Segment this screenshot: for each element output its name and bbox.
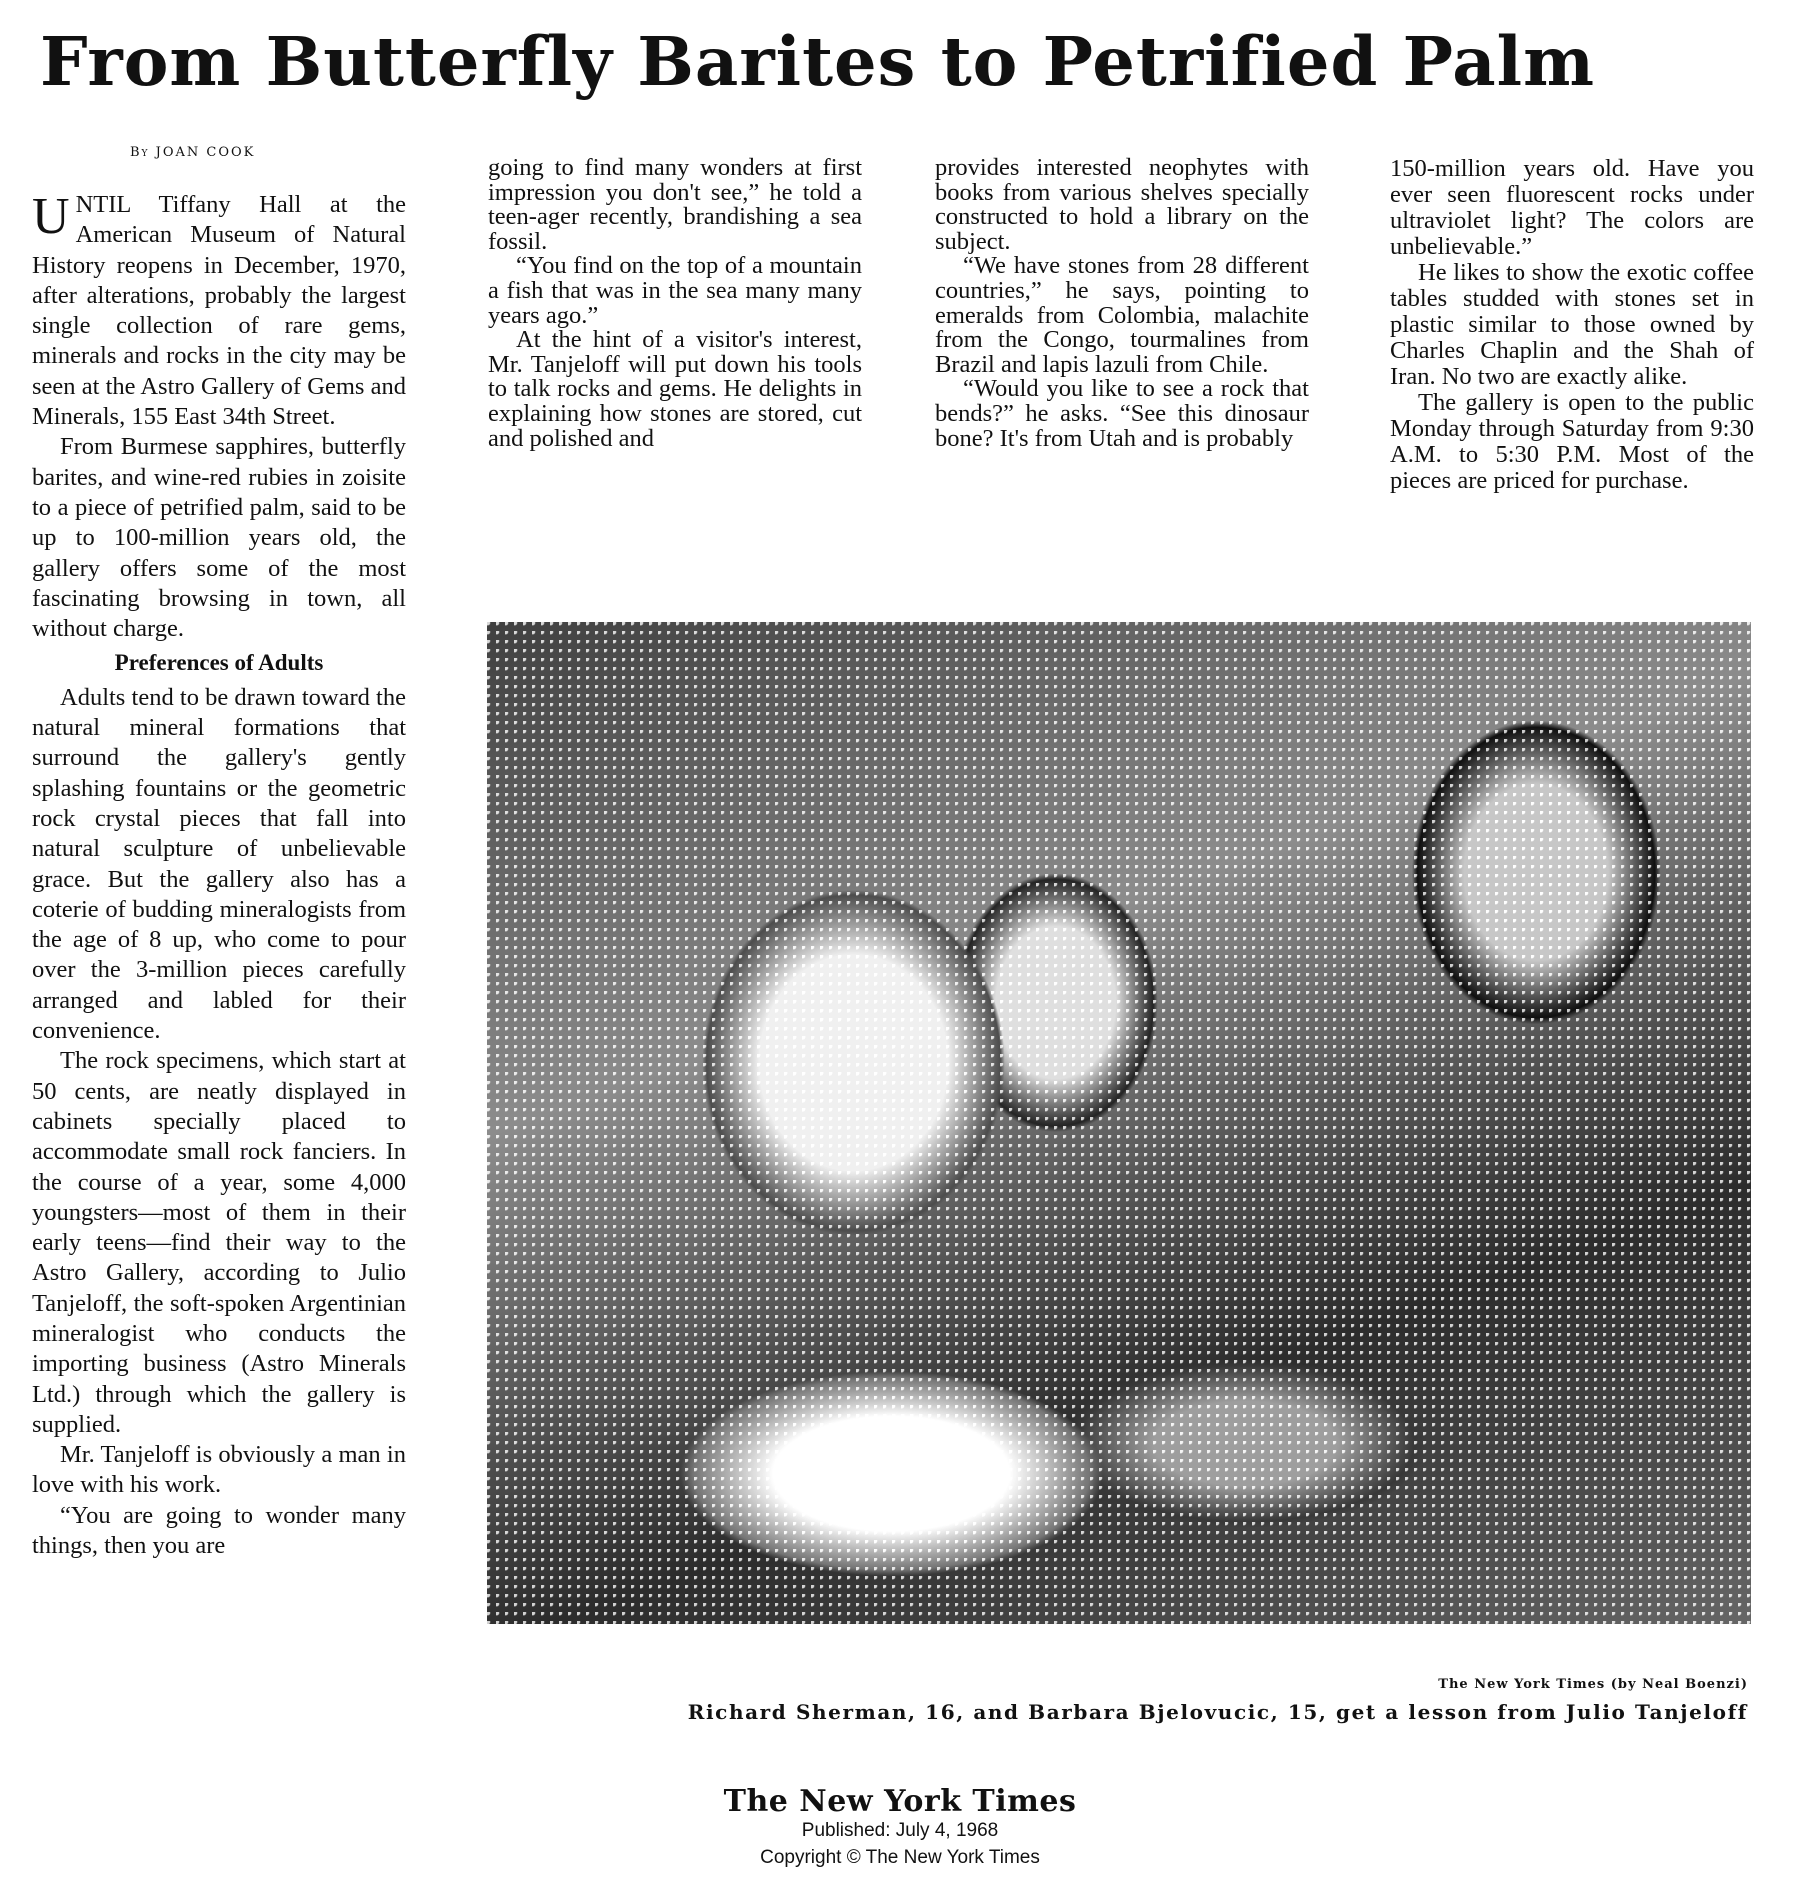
paragraph: At the hint of a visitor's interest, Mr. Tanjeloff will put down his tools to talk rocks and gems. He delights in explaining how stones are stored, cut and polished and bbox=[488, 326, 862, 452]
paragraph: The rock specimens, which start at 50 cents, are neatly displayed in cabinets specially placed to accommodate small rock fanciers. In the course of a year, some 4,000 youngsters—most of them in their early teens—find their way to the Astro Gallery, according to Julio Tanjeloff, the soft-spoken Argentinian mineralogist who conducts the importing business (Astro Minerals Ltd.) through which the gallery is supplied. bbox=[32, 1047, 406, 1438]
paragraph: provides interested neophytes with books from various shelves specially constructed to hold a library on the subject. bbox=[935, 154, 1309, 255]
photo-credit: The New York Times (by Neal Boenzi) bbox=[1438, 1677, 1748, 1692]
subhead: Preferences of Adults bbox=[114, 650, 324, 676]
paragraph: “You are going to wonder many things, then you are bbox=[32, 1501, 406, 1560]
lead-paragraph-text: NTIL Tiffany Hall at the American Museum of Natural History reopens in December, 1970, after alterations, probably the largest single collection of rare gems, minerals and rocks in the city may be seen at the Astro Gallery of Gems and Minerals, 155 East 34th Street. bbox=[32, 191, 406, 431]
publication-date: Published: July 4, 1968 bbox=[801, 1820, 999, 1841]
article-column-1 bbox=[32, 190, 406, 1561]
paragraph: From Burmese sapphires, butterfly barites, and wine-red rubies in zoisite to a piece of petrified palm, said to be up to 100-million years old, the gallery offers some of the most fascinating browsing in town, all without charge. bbox=[32, 433, 406, 643]
article-headline: From Butterfly Barites to Petrified Palm bbox=[40, 22, 1595, 101]
paragraph: The gallery is open to the public Monday through Saturday from 9:30 A.M. to 5:30 P.M. Most of the pieces are priced for purchase. bbox=[1390, 389, 1754, 494]
paragraph: Adults tend to be drawn toward the natural mineral formations that surround the gallery's gently splashing fountains or the geometric rock crystal pieces that fall into natural sculpture of unbelievable grace. But the gallery also has a coterie of budding mineralogists from the age of 8 up, who come to pour over the 3-million pieces carefully arranged and labled for their convenience. bbox=[32, 683, 406, 1045]
paragraph: “We have stones from 28 different countries,” he says, pointing to emeralds from Colombia, malachite from the Congo, tourmalines from Brazil and lapis lazuli from Chile. bbox=[935, 252, 1309, 378]
article-photo bbox=[487, 622, 1751, 1624]
paragraph: 150-million years old. Have you ever seen fluorescent rocks under ultraviolet light? The colors are unbelievable.” bbox=[1390, 155, 1754, 260]
drop-cap: U bbox=[32, 188, 70, 245]
paragraph: Mr. Tanjeloff is obviously a man in love with his work. bbox=[32, 1441, 406, 1499]
paragraph: He likes to show the exotic coffee tables studded with stones set in plastic similar to those owned by Charles Chaplin and the Shah of Iran. No two are exactly alike. bbox=[1390, 259, 1754, 390]
copyright-notice: Copyright © The New York Times bbox=[760, 1847, 1040, 1868]
byline: By JOAN COOK bbox=[130, 145, 256, 160]
article-column-4 bbox=[1390, 156, 1754, 494]
article-column-2 bbox=[488, 156, 862, 451]
photo-caption: Richard Sherman, 16, and Barbara Bjelovucic, 15, get a lesson from Julio Tanjeloff bbox=[687, 1700, 1748, 1724]
newspaper-masthead-logo: The New York Times bbox=[723, 1784, 1077, 1819]
paragraph: “You find on the top of a mountain a fish that was in the sea many many years ago.” bbox=[488, 252, 862, 329]
lead-paragraph bbox=[32, 190, 406, 432]
paragraph: “Would you like to see a rock that bends?” he asks. “See this dinosaur bone? It's from Utah and is probably bbox=[935, 375, 1309, 452]
article-column-3 bbox=[935, 156, 1309, 451]
paragraph: going to find many wonders at first impression you don't see,” he told a teen-ager recently, brandishing a sea fossil. bbox=[488, 154, 862, 255]
